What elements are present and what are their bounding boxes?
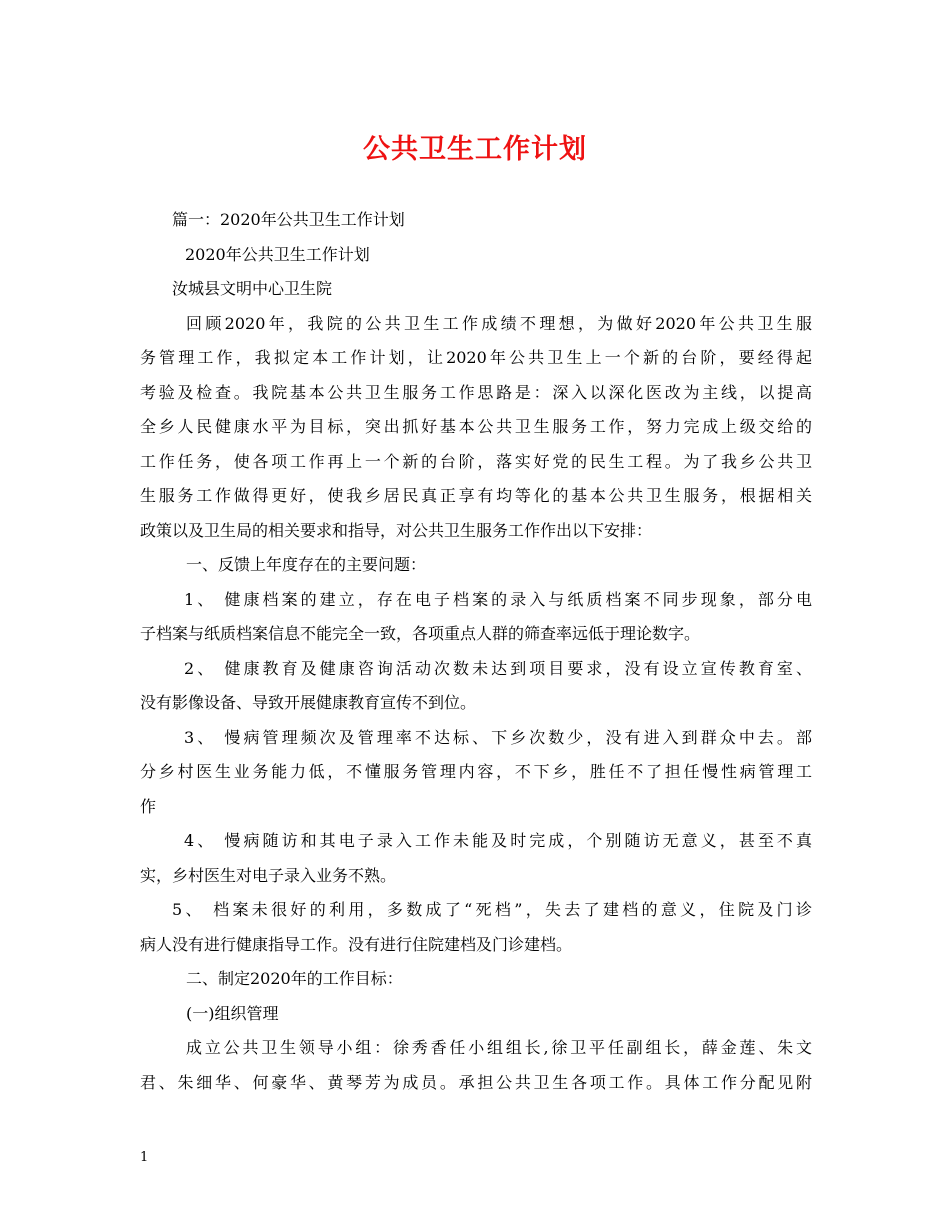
paragraph-line: 回顾2020年，我院的公共卫生工作成绩不理想，为做好2020年公共卫生服 bbox=[186, 313, 812, 333]
page-number: 1 bbox=[140, 1150, 149, 1165]
paragraph-line: 工作任务，使各项工作再上一个新的台阶，落实好党的民生工程。为了我乡公共卫 bbox=[140, 451, 812, 471]
subheading: (一)组织管理 bbox=[186, 1003, 279, 1023]
document-title: 公共卫生工作计划 bbox=[363, 134, 587, 165]
list-item-line: 没有影像设备、导致开展健康教育宣传不到位。 bbox=[140, 693, 477, 712]
paragraph-line: 成立公共卫生领导小组：徐秀香任小组组长,徐卫平任副组长，薛金莲、朱文 bbox=[186, 1038, 812, 1057]
list-item-line: 3、 慢病管理频次及管理率不达标、下乡次数少，没有进入到群众中去。部 bbox=[184, 727, 812, 747]
paragraph-line: 考验及检查。我院基本公共卫生服务工作思路是：深入以深化医改为主线，以提高 bbox=[140, 382, 812, 402]
document-body bbox=[140, 203, 812, 1100]
subheading: 一、反馈上年度存在的主要问题： bbox=[186, 555, 427, 574]
plan-title: 2020年公共卫生工作计划 bbox=[185, 244, 370, 264]
organization-name: 汝城县文明中心卫生院 bbox=[172, 279, 333, 298]
paragraph-line: 务管理工作，我拟定本工作计划，让2020年公共卫生上一个新的台阶，要经得起 bbox=[140, 348, 812, 367]
list-item-line: 5、 档案未很好的利用，多数成了“死档”，失去了建档的意义，住院及门诊 bbox=[172, 900, 812, 919]
paragraph-line: 生服务工作做得更好，使我乡居民真正享有均等化的基本公共卫生服务，根据相关 bbox=[140, 486, 812, 505]
list-item-line: 作 bbox=[140, 796, 157, 816]
section-heading: 篇一：2020年公共卫生工作计划 bbox=[172, 210, 405, 229]
subheading: 二、制定2020年的工作目标： bbox=[186, 969, 403, 988]
paragraph-line: 君、朱细华、何豪华、黄琴芳为成员。承担公共卫生各项工作。具体工作分配见附 bbox=[140, 1072, 812, 1092]
list-item-line: 实，乡村医生对电子录入业务不熟。 bbox=[140, 865, 397, 885]
paragraph-line: 全乡人民健康水平为目标，突出抓好基本公共卫生服务工作，努力完成上级交给的 bbox=[140, 417, 812, 436]
list-item-line: 1、 健康档案的建立，存在电子档案的录入与纸质档案不同步现象，部分电 bbox=[184, 589, 812, 609]
list-item-line: 病人没有进行健康指导工作。没有进行住院建档及门诊建档。 bbox=[140, 934, 573, 954]
list-item-line: 子档案与纸质档案信息不能完全一致，各项重点人群的筛查率远低于理论数字。 bbox=[140, 624, 701, 643]
list-item-line: 4、 慢病随访和其电子录入工作未能及时完成，个别随访无意义，甚至不真 bbox=[184, 831, 812, 850]
paragraph-line: 政策以及卫生局的相关要求和指导，对公共卫生服务工作作出以下安排： bbox=[140, 520, 653, 540]
list-item-line: 分乡村医生业务能力低，不懂服务管理内容，不下乡，胜任不了担任慢性病管理工 bbox=[140, 762, 812, 781]
list-item-line: 2、 健康教育及健康咨询活动次数未达到项目要求，没有设立宣传教育室、 bbox=[184, 658, 812, 678]
